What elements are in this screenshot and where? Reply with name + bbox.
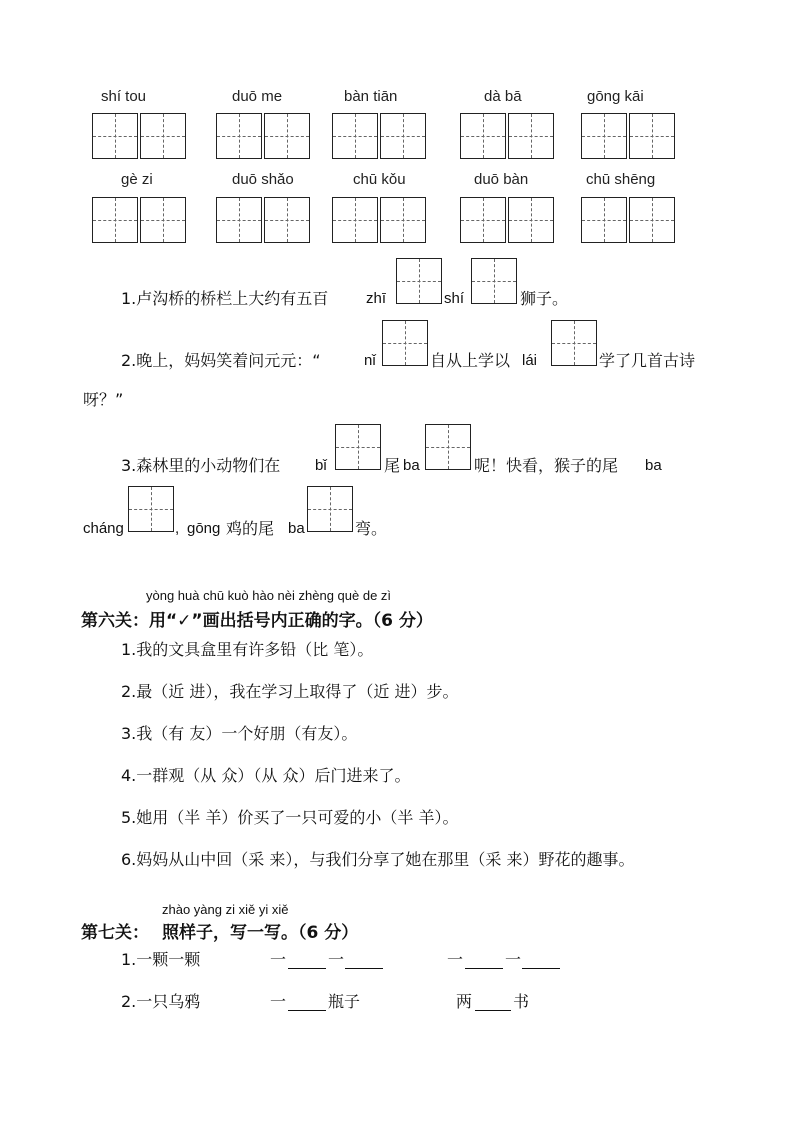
writing-box[interactable] (460, 113, 506, 159)
answer-blank[interactable] (465, 950, 503, 969)
pinyin-label: chū kǒu (353, 171, 406, 188)
writing-box[interactable] (581, 113, 627, 159)
sentence-2-pinyin: nǐ (364, 352, 376, 369)
example-char: 书 (513, 992, 530, 1011)
answer-blank[interactable] (288, 950, 326, 969)
writing-box[interactable] (380, 113, 426, 159)
writing-box[interactable] (332, 113, 378, 159)
section-7-title-prefix: 第七关： (81, 923, 149, 943)
writing-box[interactable] (140, 197, 186, 243)
question-item[interactable]: 4.一群观（从 众）（从 众）后门进来了。 (121, 766, 411, 785)
pinyin-label: gè zi (121, 171, 153, 188)
pinyin-label: duō shǎo (232, 171, 294, 188)
example-char: 一 (447, 950, 464, 969)
writing-box[interactable] (629, 113, 675, 159)
pinyin-label: bàn tiān (344, 88, 398, 105)
sentence-3-text: 鸡的尾 (226, 519, 275, 538)
example-label: 1.一颗一颗 (121, 950, 201, 969)
pinyin-label: dà bā (484, 88, 522, 105)
sentence-2-pinyin: lái (522, 352, 538, 369)
writing-box[interactable] (92, 113, 138, 159)
section-6-title: 第六关：用“✓”画出括号内正确的字。（6 分） (81, 611, 433, 631)
section-7-title: 照样子，写一写。（6 分） (162, 923, 359, 943)
sentence-1-pinyin: zhī (366, 290, 387, 307)
sentence-3-pinyin: ba (403, 457, 420, 474)
example-char: 一 (328, 950, 345, 969)
answer-blank[interactable] (522, 950, 560, 969)
writing-box[interactable] (471, 258, 517, 304)
section-6-title-pinyin: yòng huà chū kuò hào nèi zhèng què de zì (146, 588, 392, 603)
writing-box[interactable] (581, 197, 627, 243)
question-item[interactable]: 2.最（近 进），我在学习上取得了（近 进）步。 (121, 682, 459, 701)
sentence-3-text: 弯。 (355, 519, 388, 538)
writing-box[interactable] (92, 197, 138, 243)
writing-box[interactable] (332, 197, 378, 243)
example-char: 瓶子 (328, 992, 361, 1011)
sentence-3-text: , (175, 520, 180, 537)
example-char: 一 (270, 950, 287, 969)
pinyin-label: duō bàn (474, 171, 529, 188)
section-7-title-pinyin: zhào yàng zi xiě yi xiě (162, 902, 289, 917)
writing-box[interactable] (425, 424, 471, 470)
sentence-2-text: 呀？” (83, 390, 124, 409)
writing-box[interactable] (307, 486, 353, 532)
example-char: 两 (456, 992, 473, 1011)
sentence-1-text: 狮子。 (520, 289, 569, 308)
sentence-2-text: 2.晚上，妈妈笑着问元元：“ (121, 351, 321, 370)
writing-box[interactable] (551, 320, 597, 366)
writing-box[interactable] (460, 197, 506, 243)
sentence-3-text: 呢！快看，猴子的尾 (474, 456, 619, 475)
sentence-1-pinyin: shí (444, 290, 465, 307)
example-label: 2.一只乌鸦 (121, 992, 201, 1011)
answer-blank[interactable] (288, 992, 326, 1011)
sentence-1-text: 1.卢沟桥的桥栏上大约有五百 (121, 289, 329, 308)
answer-blank[interactable] (345, 950, 383, 969)
pinyin-label: chū shēng (586, 171, 656, 188)
sentence-3-pinyin: bǐ (315, 457, 327, 474)
sentence-3-pinyin: gōng (187, 520, 221, 537)
sentence-2-text: 自从上学以 (430, 351, 511, 370)
example-char: 一 (270, 992, 287, 1011)
writing-box[interactable] (216, 113, 262, 159)
writing-box[interactable] (140, 113, 186, 159)
question-item[interactable]: 6.妈妈从山中回（采 来），与我们分享了她在那里（采 来）野花的趣事。 (121, 850, 635, 869)
writing-box[interactable] (396, 258, 442, 304)
question-item[interactable]: 3.我（有 友）一个好朋（有友）。 (121, 724, 358, 743)
sentence-3-text: 尾 (384, 456, 401, 475)
writing-box[interactable] (508, 197, 554, 243)
pinyin-label: shí tou (101, 88, 147, 105)
writing-box[interactable] (508, 113, 554, 159)
sentence-3-pinyin: ba (288, 520, 305, 537)
sentence-3-pinyin: cháng (83, 520, 124, 537)
writing-box[interactable] (128, 486, 174, 532)
sentence-3-pinyin: ba (645, 457, 662, 474)
writing-box[interactable] (335, 424, 381, 470)
answer-blank[interactable] (475, 992, 511, 1011)
pinyin-label: gōng kāi (587, 88, 644, 105)
writing-box[interactable] (264, 197, 310, 243)
question-item[interactable]: 5.她用（半 羊）价买了一只可爱的小（半 羊）。 (121, 808, 459, 827)
writing-box[interactable] (264, 113, 310, 159)
writing-box[interactable] (629, 197, 675, 243)
pinyin-label: duō me (232, 88, 283, 105)
example-char: 一 (505, 950, 522, 969)
question-item[interactable]: 1.我的文具盒里有许多铅（比 笔）。 (121, 640, 374, 659)
writing-box[interactable] (380, 197, 426, 243)
sentence-3-text: 3.森林里的小动物们在 (121, 456, 281, 475)
sentence-2-text: 学了几首古诗 (599, 351, 696, 370)
writing-box[interactable] (382, 320, 428, 366)
writing-box[interactable] (216, 197, 262, 243)
